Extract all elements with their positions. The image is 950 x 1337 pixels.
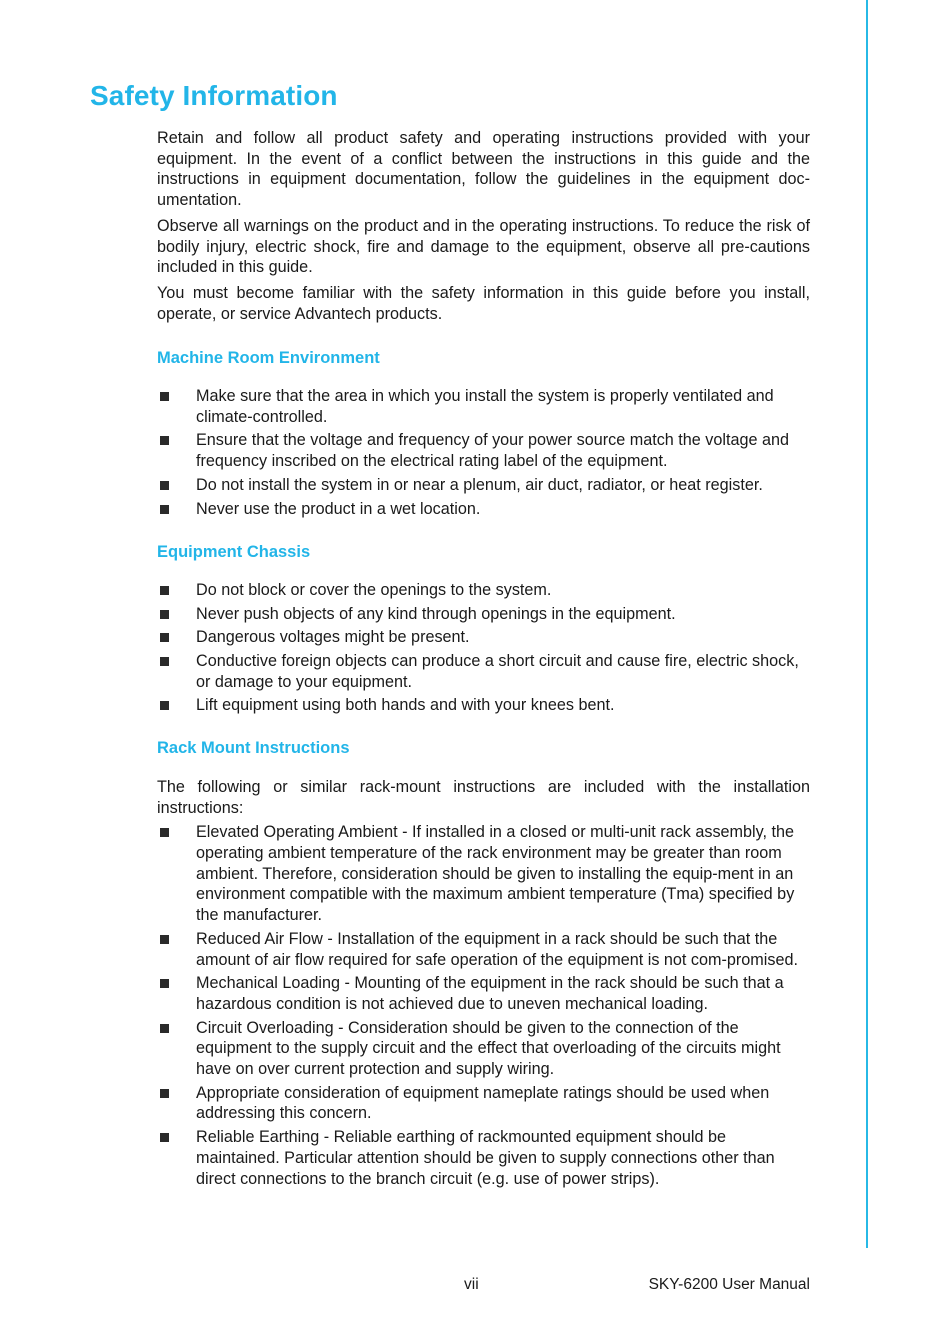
list-item bbox=[157, 430, 810, 471]
list-item bbox=[157, 1083, 810, 1124]
list-item-text: Ensure that the voltage and frequency of your power source match the voltage and frequency inscribed on the electrical rating label of the equipment. bbox=[196, 431, 790, 471]
bullet-list bbox=[157, 580, 810, 716]
list-item-text: Reduced Air Flow - Installation of the equipment in a rack should be such that the amount of air flow required for safe operation of the equipment is not com-promised. bbox=[196, 929, 798, 969]
list-item bbox=[157, 386, 810, 427]
list-item-text: Elevated Operating Ambient - If installed in a closed or multi-unit rack assembly, the operating ambient temperature of the rack environment may be greater than room ambient. Therefore, consideration should be given to installing the equip-ment in an environment compatible with the maximum ambient temperature (Tma) specified by the manufacturer. bbox=[196, 823, 795, 925]
list-item bbox=[157, 651, 810, 692]
list-item bbox=[157, 604, 810, 625]
section-heading-equipment-chassis: Equipment Chassis bbox=[157, 543, 311, 562]
square-bullet-icon bbox=[157, 695, 196, 715]
document-body bbox=[157, 128, 810, 1192]
list-item bbox=[157, 580, 810, 601]
bullet-list bbox=[157, 822, 810, 1189]
square-bullet-icon bbox=[157, 580, 196, 600]
intro-paragraph: Retain and follow all product safety and operating instructions provided with your equipment. In the event of a conflict between the instructions in this guide and the instructions in equipment documentation, follow the guidelines in the equipment doc-umentation. bbox=[157, 129, 810, 210]
page-title: Safety Information bbox=[90, 80, 338, 111]
list-item-text: Circuit Overloading - Consideration should be given to the connection of the equipment to the supply circuit and the effect that overloading of the circuits might have on over current protection and supply wiring. bbox=[196, 1018, 781, 1079]
list-item bbox=[157, 475, 810, 496]
intro-paragraph: Observe all warnings on the product and in the operating instructions. To reduce the risk of bodily injury, electric shock, fire and damage to the equipment, observe all pre-cautions included in this guide. bbox=[157, 216, 810, 277]
list-item-text: Do not block or cover the openings to the system. bbox=[196, 580, 552, 599]
list-item-text: Make sure that the area in which you install the system is properly ventilated and climate-controlled. bbox=[196, 387, 774, 426]
list-item bbox=[157, 627, 810, 648]
list-item bbox=[157, 822, 810, 926]
page-edge-rule bbox=[866, 0, 868, 1248]
square-bullet-icon bbox=[157, 651, 196, 671]
square-bullet-icon bbox=[157, 430, 196, 450]
list-item bbox=[157, 1127, 810, 1189]
manual-title: SKY-6200 User Manual bbox=[648, 1276, 810, 1293]
square-bullet-icon bbox=[157, 475, 196, 495]
section-heading-machine-room: Machine Room Environment bbox=[157, 349, 380, 368]
square-bullet-icon bbox=[157, 1083, 196, 1103]
list-item-text: Mechanical Loading - Mounting of the equipment in the rack should be such that a hazardous condition is not achieved due to uneven mechanical loading. bbox=[196, 974, 784, 1013]
square-bullet-icon bbox=[157, 627, 196, 647]
list-item bbox=[157, 973, 810, 1014]
list-item-text: Never use the product in a wet location. bbox=[196, 499, 481, 518]
list-item bbox=[157, 499, 810, 520]
bullet-list bbox=[157, 386, 810, 519]
list-item-text: Reliable Earthing - Reliable earthing of rackmounted equipment should be maintained. Particular attention should be given to supply connections other than direct connections to the branch circuit (e.g. use of power strips). bbox=[196, 1128, 775, 1188]
square-bullet-icon bbox=[157, 604, 196, 624]
list-item bbox=[157, 695, 810, 716]
list-item-text: Appropriate consideration of equipment nameplate ratings should be used when addressing this concern. bbox=[196, 1083, 770, 1123]
square-bullet-icon bbox=[157, 499, 196, 519]
square-bullet-icon bbox=[157, 1018, 196, 1038]
square-bullet-icon bbox=[157, 929, 196, 949]
list-item-text: Lift equipment using both hands and with your knees bent. bbox=[196, 696, 615, 715]
intro-paragraph: You must become familiar with the safety information in this guide before you install, operate, or service Advantech products. bbox=[157, 283, 810, 323]
square-bullet-icon bbox=[157, 1127, 196, 1147]
square-bullet-icon bbox=[157, 973, 196, 993]
page-number: vii bbox=[464, 1276, 479, 1293]
section-heading-rack-mount: Rack Mount Instructions bbox=[157, 739, 350, 758]
list-item-text: Dangerous voltages might be present. bbox=[196, 628, 470, 647]
list-item-text: Never push objects of any kind through openings in the equipment. bbox=[196, 604, 676, 623]
section-intro: The following or similar rack-mount instructions are included with the installation instructions: bbox=[157, 777, 810, 817]
list-item-text: Do not install the system in or near a plenum, air duct, radiator, or heat register. bbox=[196, 475, 763, 494]
square-bullet-icon bbox=[157, 386, 196, 406]
square-bullet-icon bbox=[157, 822, 196, 842]
list-item bbox=[157, 929, 810, 970]
list-item bbox=[157, 1018, 810, 1080]
list-item-text: Conductive foreign objects can produce a short circuit and cause fire, electric shock, or damage to your equipment. bbox=[196, 652, 799, 691]
